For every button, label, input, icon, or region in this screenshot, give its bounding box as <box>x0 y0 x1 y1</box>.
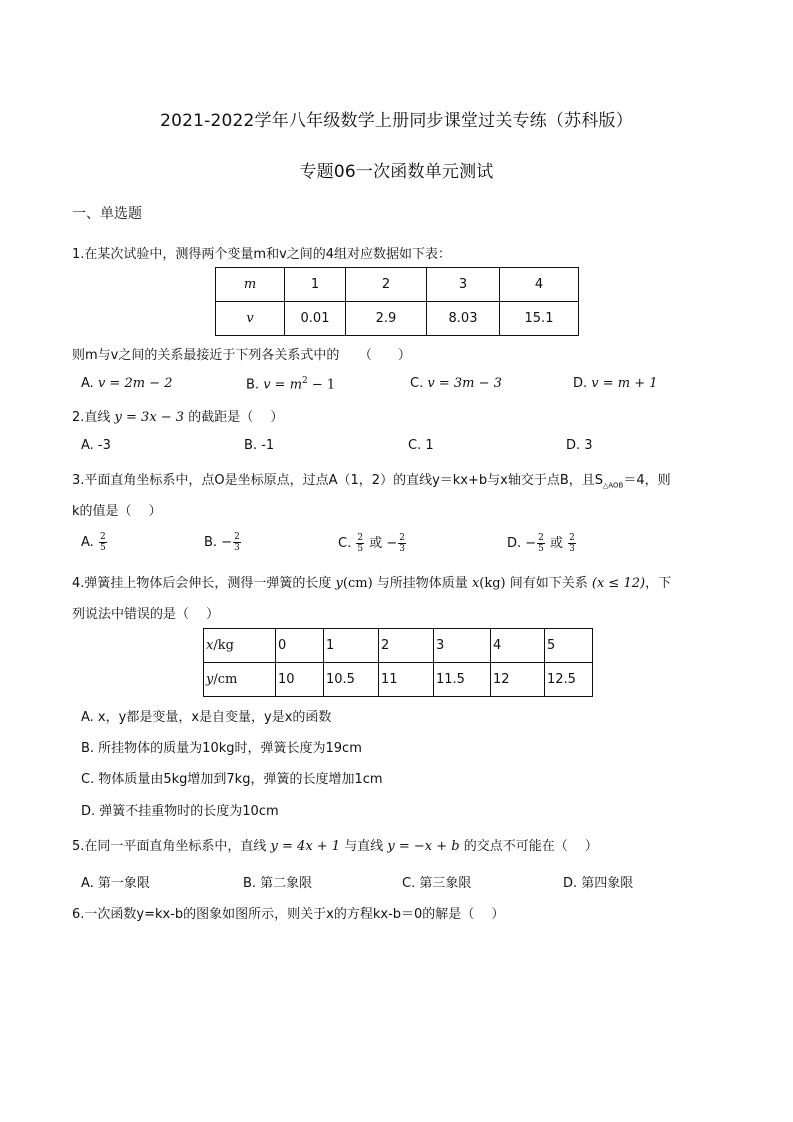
q4-math: (x ≤ 12) <box>591 576 646 591</box>
option-prefix: B. − <box>204 535 233 550</box>
q4-math: (kg) <box>479 576 506 591</box>
q4-table-row-x <box>204 629 593 663</box>
q3-stem-line1 <box>72 469 671 490</box>
q5-math: y = 4x + 1 <box>270 839 341 854</box>
q4-cell: 10 <box>276 663 324 697</box>
q1-option-b[interactable] <box>246 376 335 392</box>
document-title: 2021-2022学年八年级数学上册同步课堂过关专练（苏科版） <box>160 111 633 131</box>
q4-option-b[interactable]: B. 所挂物体的质量为10kg时，弹簧长度为19cm <box>81 741 362 756</box>
option-prefix: B. <box>246 377 264 393</box>
q3-subscript: △AOB <box>603 481 624 490</box>
option-superscript: 2 <box>302 376 308 386</box>
q2-option-a[interactable]: A. -3 <box>81 438 111 453</box>
q6-stem: 6.一次函数y=kx-b的图象如图所示，则关于x的方程kx-b＝0的解是（ ） <box>72 907 505 922</box>
q1-cell: 2 <box>346 268 427 302</box>
option-or: 或 <box>545 536 568 551</box>
option-math: v = m + 1 <box>591 376 658 391</box>
q4-text: 间有如下关系 <box>505 576 592 591</box>
q4-cell: 10.5 <box>324 663 379 697</box>
option-math: v = 3m − 3 <box>427 376 502 391</box>
q1-cell: 0.01 <box>285 302 346 336</box>
q2-stem-text: 的截距是（ ） <box>184 410 284 425</box>
q5-option-b[interactable]: B. 第二象限 <box>243 876 313 891</box>
option-prefix: D. − <box>507 536 537 551</box>
q3-option-a[interactable] <box>81 532 108 553</box>
option-math: v = 2m − 2 <box>97 376 173 391</box>
option-math: − 1 <box>307 377 336 393</box>
q1-cell: 15.1 <box>500 302 579 336</box>
q4-cell: 2 <box>379 629 434 663</box>
q4-cell: 12.5 <box>545 663 593 697</box>
option-or: 或 − <box>365 536 398 551</box>
q4-math: (cm) <box>342 576 373 591</box>
q3-option-b[interactable] <box>204 532 242 553</box>
q2-option-c[interactable]: C. 1 <box>408 438 434 453</box>
document-subtitle: 专题06一次函数单元测试 <box>299 162 494 182</box>
q5-text: 的交点不可能在（ ） <box>459 839 598 854</box>
q4-cell: 11.5 <box>434 663 491 697</box>
q3-option-c[interactable] <box>338 532 407 554</box>
q4-cell: 3 <box>434 629 491 663</box>
q1-cell: 1 <box>285 268 346 302</box>
fraction: $\frac{2}{5}$ <box>357 533 364 554</box>
q2-option-d[interactable]: D. 3 <box>566 438 593 453</box>
q1-table-row-m <box>216 268 579 302</box>
q1-option-c[interactable] <box>410 376 502 391</box>
q4-option-d[interactable]: D. 弹簧不挂重物时的长度为10cm <box>81 804 279 819</box>
q1-question: 则m与v之间的关系最接近于下列各关系式中的 （ ） <box>72 348 411 363</box>
q1-stem: 1.在某次试验中，测得两个变量m和v之间的4组对应数据如下表： <box>72 247 452 262</box>
q5-option-d[interactable]: D. 第四象限 <box>563 876 634 891</box>
q4-table-row-y <box>204 663 593 697</box>
option-prefix: D. <box>573 376 592 391</box>
section-heading: 一、单选题 <box>72 206 142 222</box>
q5-text: 与直线 <box>340 839 388 854</box>
q1-table-row-v <box>216 302 579 336</box>
q4-cell: 1 <box>324 629 379 663</box>
q1-row-label: v <box>216 302 285 336</box>
q5-option-c[interactable]: C. 第三象限 <box>402 876 472 891</box>
fraction: $\frac{2}{3}$ <box>399 533 405 554</box>
q3-option-d[interactable] <box>507 532 577 554</box>
fraction: $\frac{2}{3}$ <box>569 533 575 554</box>
q4-row-label: y/cm <box>204 663 276 697</box>
q4-cell: 0 <box>276 629 324 663</box>
option-prefix: A. <box>81 376 98 391</box>
option-prefix: C. <box>338 536 356 551</box>
q1-cell: 2.9 <box>346 302 427 336</box>
q5-option-a[interactable]: A. 第一象限 <box>81 876 150 891</box>
q4-text: 4.弹簧挂上物体后会伸长，测得一弹簧的长度 <box>72 576 336 591</box>
fraction: $\frac{2}{3}$ <box>234 532 240 553</box>
q1-option-a[interactable] <box>81 376 172 391</box>
q3-stem-line2: k的值是（ ） <box>72 504 162 519</box>
option-prefix: A. <box>81 535 98 550</box>
q4-cell: 11 <box>379 663 434 697</box>
q2-option-b[interactable]: B. -1 <box>244 438 275 453</box>
q1-row-label: m <box>216 268 285 302</box>
q5-text: 5.在同一平面直角坐标系中，直线 <box>72 839 271 854</box>
fraction: $\frac{2}{5}$ <box>99 532 106 553</box>
q4-stem-line2: 列说法中错误的是（ ） <box>72 607 220 622</box>
q4-option-a[interactable]: A. x，y都是变量，x是自变量，y是x的函数 <box>81 710 332 725</box>
q4-cell: 4 <box>491 629 545 663</box>
q4-cell: 12 <box>491 663 545 697</box>
q4-text: ，下 <box>645 576 672 591</box>
q3-text: ＝4，则 <box>623 473 671 488</box>
q4-math: x <box>471 576 480 591</box>
q4-stem-line1 <box>72 572 671 591</box>
q2-stem-text: 2.直线 <box>72 410 115 425</box>
q4-cell: 5 <box>545 629 593 663</box>
q4-row-label: x/kg <box>204 629 276 663</box>
q1-table <box>215 267 579 336</box>
q5-stem <box>72 835 598 854</box>
q4-table <box>203 628 593 697</box>
q1-cell: 4 <box>500 268 579 302</box>
q4-math: y <box>335 576 343 591</box>
q4-text: 与所挂物体质量 <box>372 576 472 591</box>
fraction: $\frac{2}{5}$ <box>538 533 544 554</box>
option-math: v = m <box>263 377 303 393</box>
q4-option-c[interactable]: C. 物体质量由5kg增加到7kg，弹簧的长度增加1cm <box>81 772 383 787</box>
q2-stem <box>72 406 283 425</box>
q1-option-d[interactable] <box>573 376 658 391</box>
q3-text: 3.平面直角坐标系中，点O是坐标原点，过点A（1，2）的直线y＝kx+b与x轴交于点B，且S <box>72 473 603 488</box>
q5-math: y = −x + b <box>387 839 460 854</box>
q1-cell: 3 <box>427 268 500 302</box>
option-prefix: C. <box>410 376 428 391</box>
q1-cell: 8.03 <box>427 302 500 336</box>
q2-stem-math: y = 3x − 3 <box>114 410 185 425</box>
